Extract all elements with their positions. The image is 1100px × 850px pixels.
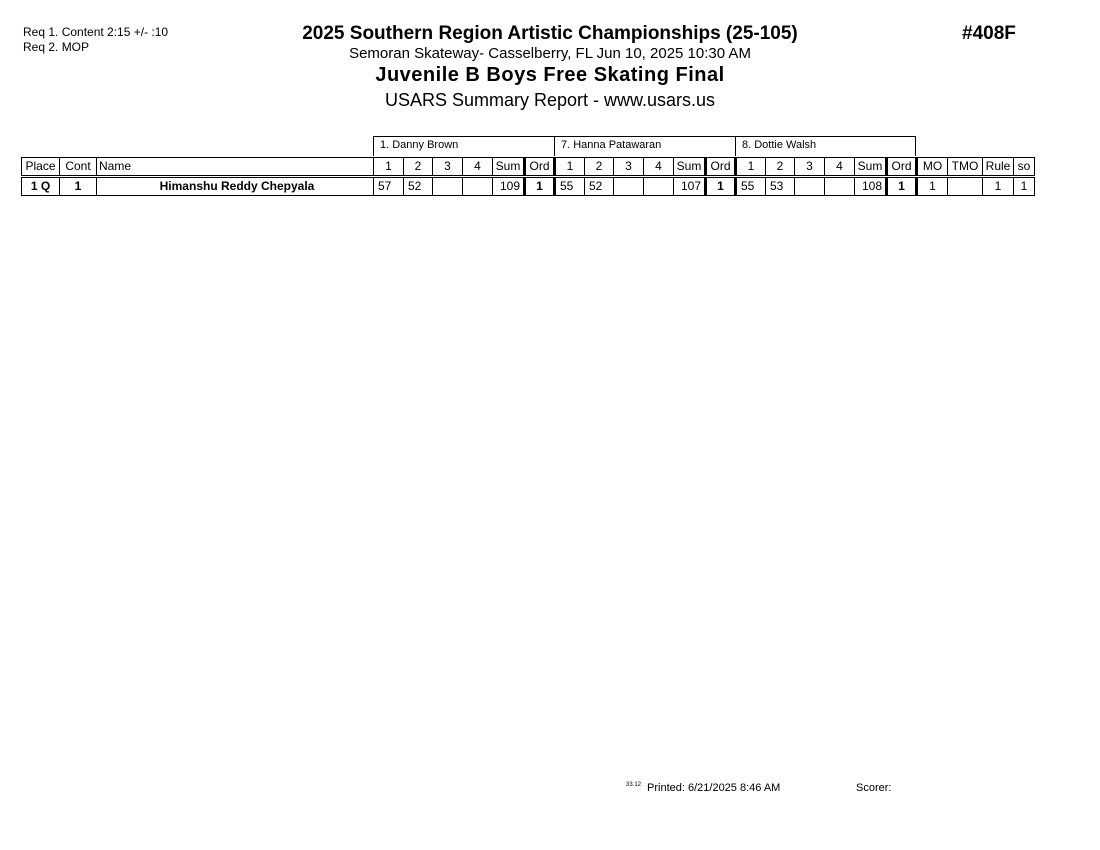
j2-score-4 [644, 177, 674, 196]
event-number: #408F [962, 23, 1016, 44]
j3-ord: 1 [887, 177, 917, 196]
skater-name: Himanshu Reddy Chepyala [97, 177, 374, 196]
header-j1-s3: 3 [433, 158, 463, 177]
rule-cell: 1 [983, 177, 1014, 196]
judge-2-header: 7. Hanna Patawaran [554, 136, 736, 156]
j3-score-1: 55 [736, 177, 766, 196]
header-rule: Rule [983, 158, 1014, 177]
header-j1-sum: Sum [493, 158, 525, 177]
header-j2-s3: 3 [614, 158, 644, 177]
scorer-label: Scorer: [856, 782, 892, 794]
so-cell: 1 [1014, 177, 1035, 196]
j1-score-3 [433, 177, 463, 196]
j3-score-4 [825, 177, 855, 196]
cont-cell: 1 [60, 177, 97, 196]
j3-sum: 108 [855, 177, 887, 196]
venue-date: Semoran Skateway- Casselberry, FL Jun 10, 2025 10:30 AM [349, 45, 751, 62]
footer-tiny-mark: 33.12 [626, 782, 642, 788]
tmo-cell [948, 177, 983, 196]
header-name: Name [97, 158, 374, 177]
header-j2-s4: 4 [644, 158, 674, 177]
header-so: so [1014, 158, 1035, 177]
j3-score-2: 53 [766, 177, 795, 196]
header-cont: Cont [60, 158, 97, 177]
header-j1-s4: 4 [463, 158, 493, 177]
header-j3-s1: 1 [736, 158, 766, 177]
j2-ord: 1 [706, 177, 736, 196]
j1-ord: 1 [525, 177, 555, 196]
j1-sum: 109 [493, 177, 525, 196]
j1-score-4 [463, 177, 493, 196]
j1-score-1: 57 [374, 177, 404, 196]
j2-sum: 107 [674, 177, 706, 196]
competition-title: 2025 Southern Region Artistic Championships (25-105) [302, 23, 798, 44]
judge-3-header: 8. Dottie Walsh [735, 136, 916, 156]
header-j1-ord: Ord [525, 158, 555, 177]
header-j3-sum: Sum [855, 158, 887, 177]
mo-cell: 1 [917, 177, 948, 196]
event-name: Juvenile B Boys Free Skating Final [375, 64, 725, 86]
j3-score-3 [795, 177, 825, 196]
results-table [21, 157, 1035, 196]
requirement-1: Req 1. Content 2:15 +/- :10 [23, 25, 169, 39]
printed-date: Printed: 6/21/2025 8:46 AM [647, 782, 781, 794]
place-cell: 1 Q [22, 177, 60, 196]
header-j2-ord: Ord [706, 158, 736, 177]
j2-score-2: 52 [585, 177, 614, 196]
header-place: Place [22, 158, 60, 177]
requirement-2: Req 2. MOP [23, 40, 90, 54]
header-j1-s1: 1 [374, 158, 404, 177]
header-j3-s2: 2 [766, 158, 795, 177]
j2-score-1: 55 [555, 177, 585, 196]
header-j3-s4: 4 [825, 158, 855, 177]
header-j3-ord: Ord [887, 158, 917, 177]
report-title: USARS Summary Report - www.usars.us [384, 90, 716, 110]
header-j1-s2: 2 [404, 158, 433, 177]
header-mo: MO [917, 158, 948, 177]
header-j2-sum: Sum [674, 158, 706, 177]
judge-1-header: 1. Danny Brown [373, 136, 555, 156]
j2-score-3 [614, 177, 644, 196]
header-j2-s2: 2 [585, 158, 614, 177]
header-j2-s1: 1 [555, 158, 585, 177]
table-row [22, 177, 1035, 196]
table-header-row [22, 158, 1035, 177]
header-tmo: TMO [948, 158, 983, 177]
printed-footer [626, 782, 780, 794]
header-j3-s3: 3 [795, 158, 825, 177]
j1-score-2: 52 [404, 177, 433, 196]
